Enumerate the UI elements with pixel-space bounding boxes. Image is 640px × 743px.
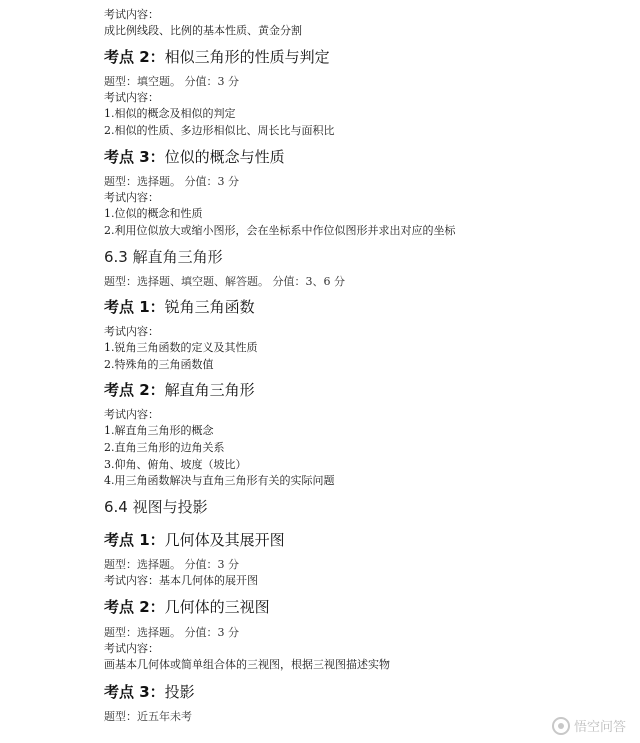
content-line: 2.相似的性质、多边形相似比、周长比与面积比 xyxy=(104,124,335,137)
key-point-heading xyxy=(104,146,285,167)
content-line: 考试内容：基本几何体的展开图 xyxy=(104,574,258,587)
content-line: 2.利用位似放大或缩小图形，会在坐标系中作位似图形并求出对应的坐标 xyxy=(104,224,456,237)
content-line: 考试内容： xyxy=(104,408,159,421)
key-point-name: 锐角三角函数 xyxy=(164,298,255,316)
watermark xyxy=(552,716,626,735)
section-number: 6.3 xyxy=(104,248,128,266)
key-point-heading xyxy=(104,596,270,617)
content-line: 1.位似的概念和性质 xyxy=(104,207,203,220)
key-point-label: 考点 1： xyxy=(104,298,165,316)
section-heading xyxy=(104,246,223,267)
content-line: 成比例线段、比例的基本性质、黄金分割 xyxy=(104,24,302,37)
section-title: 解直角三角形 xyxy=(132,248,223,266)
key-point-name: 投影 xyxy=(164,683,195,701)
content-line: 画基本几何体或简单组合体的三视图，根据三视图描述实物 xyxy=(104,658,390,671)
question-type-line: 题型：选择题、填空题、解答题。 分值：3、6 分 xyxy=(104,275,345,288)
content-line: 考试内容： xyxy=(104,325,159,338)
watermark-text: 悟空问答 xyxy=(573,720,626,735)
key-point-label: 考点 2： xyxy=(104,598,165,616)
key-point-heading xyxy=(104,529,285,550)
content-line: 3.仰角、俯角、坡度（坡比） xyxy=(104,458,247,471)
question-type-line: 题型：选择题。 分值：3 分 xyxy=(104,626,239,639)
question-type-line: 题型：选择题。 分值：3 分 xyxy=(104,558,239,571)
key-point-label: 考点 1： xyxy=(104,531,165,549)
key-point-heading xyxy=(104,46,330,67)
key-point-label: 考点 2： xyxy=(104,381,165,399)
content-line: 考试内容： xyxy=(104,8,159,21)
question-type-line: 题型：选择题。 分值：3 分 xyxy=(104,175,239,188)
question-type-line: 题型：填空题。 分值：3 分 xyxy=(104,75,239,88)
content-line: 2.直角三角形的边角关系 xyxy=(104,441,225,454)
content-line: 1.解直角三角形的概念 xyxy=(104,424,214,437)
key-point-heading xyxy=(104,681,195,702)
content-line: 2.特殊角的三角函数值 xyxy=(104,358,214,371)
key-point-label: 考点 2： xyxy=(104,48,165,66)
key-point-heading xyxy=(104,379,255,400)
key-point-name: 相似三角形的性质与判定 xyxy=(164,48,330,66)
section-title: 视图与投影 xyxy=(132,498,208,516)
key-point-name: 解直角三角形 xyxy=(164,381,255,399)
key-point-label: 考点 3： xyxy=(104,683,165,701)
wukong-logo-icon xyxy=(552,717,570,735)
content-line: 4.用三角函数解决与直角三角形有关的实际问题 xyxy=(104,474,335,487)
section-heading xyxy=(104,496,208,517)
content-line: 考试内容： xyxy=(104,642,159,655)
question-type-line: 题型：近五年未考 xyxy=(104,710,192,723)
content-line: 1.相似的概念及相似的判定 xyxy=(104,107,236,120)
content-line: 考试内容： xyxy=(104,191,159,204)
section-number: 6.4 xyxy=(104,498,128,516)
key-point-name: 几何体及其展开图 xyxy=(164,531,285,549)
content-line: 考试内容： xyxy=(104,91,159,104)
key-point-label: 考点 3： xyxy=(104,148,165,166)
key-point-name: 几何体的三视图 xyxy=(164,598,270,616)
content-line: 1.锐角三角函数的定义及其性质 xyxy=(104,341,258,354)
key-point-heading xyxy=(104,296,255,317)
key-point-name: 位似的概念与性质 xyxy=(164,148,285,166)
